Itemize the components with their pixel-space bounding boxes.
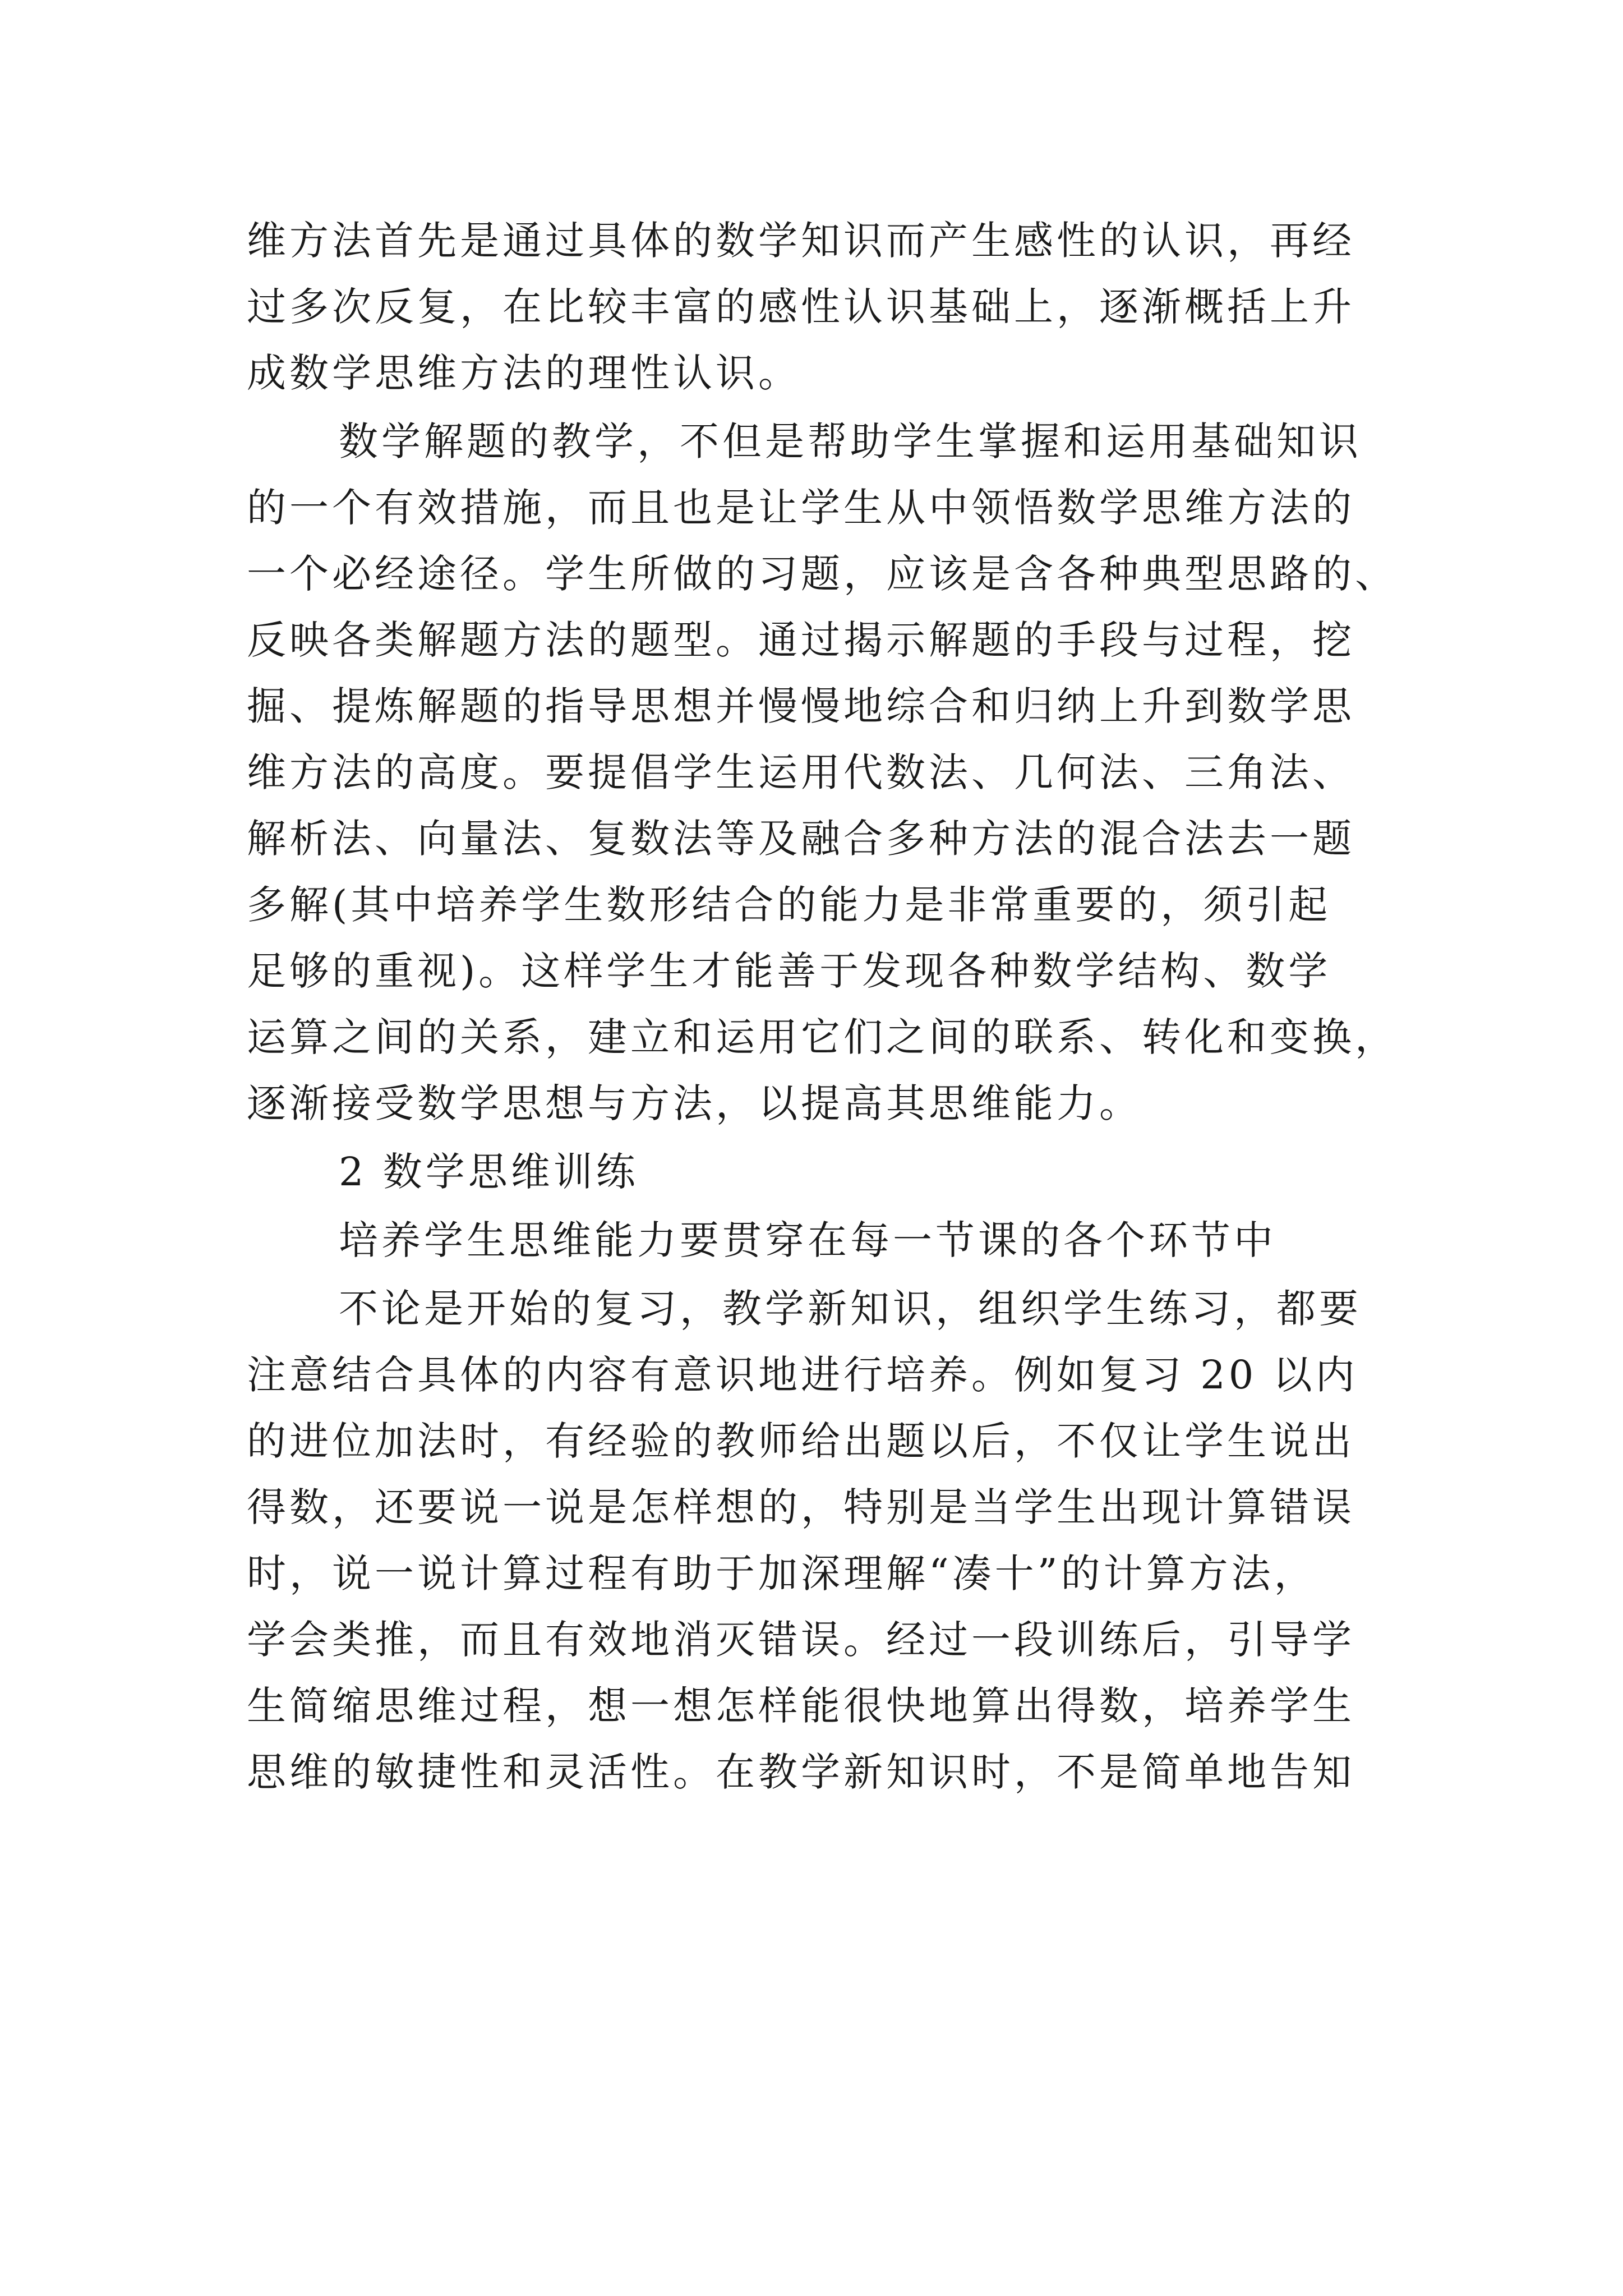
text-line: 维方法的高度。要提倡学生运用代数法、几何法、三角法、	[247, 749, 1355, 795]
text-line: 一个必经途径。学生所做的习题，应该是含各种典型思路的、	[247, 551, 1398, 597]
text-line: 成数学思维方法的理性认识。	[247, 350, 801, 396]
text-line: 思维的敏捷性和灵活性。在教学新知识时，不是简单地告知	[247, 1749, 1355, 1795]
paragraph-training-example	[247, 1276, 1380, 1805]
paragraph-method-cognition	[247, 208, 1380, 406]
text-line: 得数，还要说一说是怎样想的，特别是当学生出现计算错误	[247, 1484, 1355, 1530]
text-line: 过多次反复，在比较丰富的感性认识基础上，逐渐概括上升	[247, 284, 1355, 330]
text-line: 维方法首先是通过具体的数学知识而产生感性的认识，再经	[247, 218, 1355, 264]
text-line: 解析法、向量法、复数法等及融合多种方法的混合法去一题	[247, 816, 1355, 862]
text-line: 的一个有效措施，而且也是让学生从中领悟数学思维方法的	[247, 485, 1355, 531]
text-line: 注意结合具体的内容有意识地进行培养。例如复习 20 以内	[247, 1352, 1358, 1398]
text-line: 不论是开始的复习，教学新知识，组织学生练习，都要	[339, 1286, 1362, 1332]
text-line: 的进位加法时，有经验的教师给出题以后，不仅让学生说出	[247, 1418, 1355, 1464]
text-line: 生简缩思维过程，想一想怎样能很快地算出得数，培养学生	[247, 1683, 1355, 1729]
section-heading-text: 2 数学思维训练	[339, 1149, 639, 1195]
text-line: 足够的重视)。这样学生才能善于发现各种数学结构、数学	[247, 948, 1331, 994]
section-heading	[247, 1139, 1380, 1205]
subsection-heading-text: 培养学生思维能力要贯穿在每一节课的各个环节中	[339, 1217, 1276, 1263]
text-line: 掘、提炼解题的指导思想并慢慢地综合和归纳上升到数学思	[247, 683, 1355, 729]
text-line: 多解(其中培养学生数形结合的能力是非常重要的，须引起	[247, 882, 1331, 928]
text-line: 逐渐接受数学思想与方法，以提高其思维能力。	[247, 1080, 1142, 1126]
text-line: 学会类推，而且有效地消灭错误。经过一段训练后，引导学	[247, 1617, 1355, 1663]
paragraph-problem-solving	[247, 408, 1398, 1137]
subsection-heading	[247, 1207, 1380, 1273]
text-line: 反映各类解题方法的题型。通过揭示解题的手段与过程，挖	[247, 617, 1355, 663]
text-line: 运算之间的关系，建立和运用它们之间的联系、转化和变换，	[247, 1014, 1398, 1060]
document-body	[247, 208, 1398, 1807]
text-line: 时，说一说计算过程有助于加深理解“凑十”的计算方法，	[247, 1550, 1317, 1596]
text-line: 数学解题的教学，不但是帮助学生掌握和运用基础知识	[339, 418, 1362, 464]
